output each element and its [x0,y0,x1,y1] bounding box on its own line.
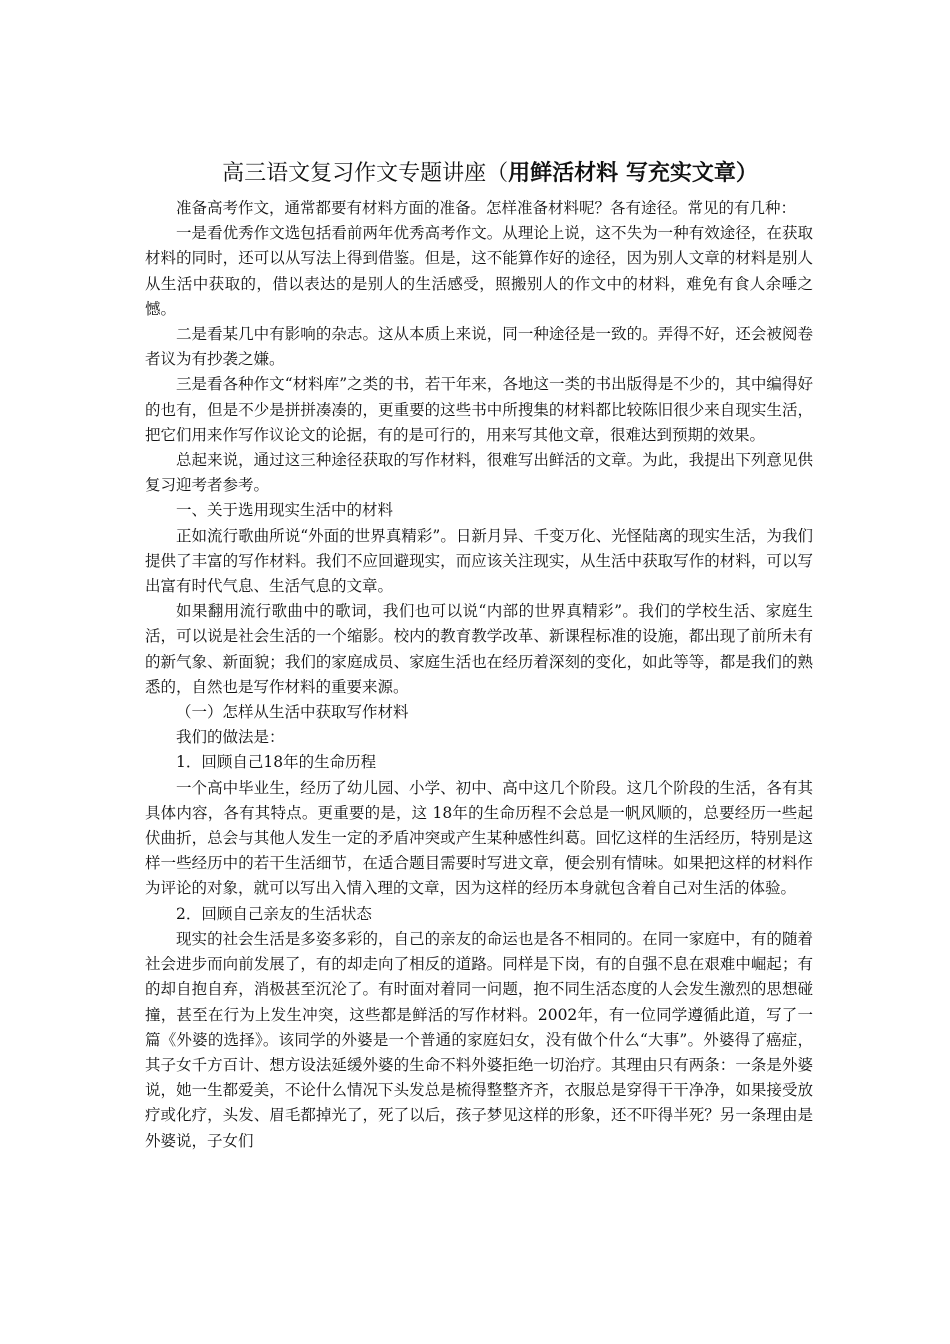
paragraph: （一）怎样从生活中获取写作材料 [176,703,409,722]
paragraph: 正如流行歌曲所说“外面的世界真精彩”。日新月异、千变万化、光怪陆离的现实生活，为我们提供了丰富的写作材料。我们不应回避现实，而应该关注现实，从生活中获取写作的材料，可以写出富有时代气息、生活气息的文章。 [145,526,813,596]
paragraph: 三是看各种作文“材料库”之类的书，若干年来，各地这一类的书出版得是不少的，其中编得好的也有，但是不少是拼拼凑凑的，更重要的这些书中所搜集的材料都比较陈旧很少来自现实生活，把它们用来作写作议论文的论据，有的是可行的，用来写其他文章，很难达到预期的效果。 [145,375,813,444]
document-title [145,155,813,192]
document-body [145,196,813,1154]
paragraph: 一、关于选用现实生活中的材料 [176,501,394,520]
document-page [145,155,813,1154]
paragraph: 准备高考作文，通常都要有材料方面的准备。怎样准备材料呢？各有途径。常见的有几种： [176,199,797,217]
paragraph: 2．回顾自己亲友的生活状态 [176,904,372,923]
paragraph: 二是看某几中有影响的杂志。这从本质上来说，同一种途径是一致的。弄得不好，还会被阅卷者议为有抄袭之嫌。 [145,325,813,369]
paragraph: 现实的社会生活是多姿多彩的，自己的亲友的命运也是各不相同的。在同一家庭中，有的随着社会进步而向前发展了，有的却走向了相反的道路。同样是下岗，有的自强不息在艰难中崛起；有的却自抱自弃，消极甚至沉沦了。有时面对着同一问题，抱不同生活态度的人会发生激烈的思想碰撞，甚至在行为上发生冲突，这些都是鲜活的写作材料。2002年，有一位同学遵循此道，写了一篇《外婆的选择》。该同学的外婆是一个普通的家庭妇女，没有做个什么“大事”。外婆得了癌症，其子女千方百计、想方设法延缓外婆的生命不料外婆拒绝一切治疗。其理由只有两条：一条是外婆说，她一生都爱美，不论什么情况下头发总是梳得整整齐齐，衣服总是穿得干干净净，如果接受放疗或化疗，头发、眉毛都掉光了，死了以后，孩子梦见这样的形象，还不吓得半死？另一条理由是外婆说，子女们 [145,929,813,1150]
paragraph: 一个高中毕业生，经历了幼儿园、小学、初中、高中这几个阶段。这几个阶段的生活，各有其具体内容，各有其特点。更重要的是，这 18年的生命历程不会总是一帆风顺的，总要经历一些起伏曲折，总会与其他人发生一定的矛盾冲突或产生某种感性纠葛。回忆这样的生活经历，特别是这样一些经历中的若干生活细节，在适合题目需要时写进文章，便会别有情味。如果把这样的材料作为评论的对象，就可以写出入情入理的文章，因为这样的经历本身就包含着自己对生活的体验。 [145,778,813,898]
paragraph: 1．回顾自己18年的生命历程 [176,753,377,772]
paragraph: 如果翻用流行歌曲中的歌词，我们也可以说“内部的世界真精彩”。我们的学校生活、家庭生活，可以说是社会生活的一个缩影。校内的教育教学改革、新课程标准的设施，都出现了前所未有的新气象、新面貌；我们的家庭成员、家庭生活也在经历着深刻的变化，如此等等，都是我们的熟悉的，自然也是写作材料的重要来源。 [145,602,813,696]
paragraph: 一是看优秀作文选包括看前两年优秀高考作文。从理论上说，这不失为一种有效途径，在获取材料的同时，还可以从写法上得到借鉴。但是，这不能算作好的途径，因为别人文章的材料是别人从生活中获取的，借以表达的是别人的生活感受，照搬别人的作文中的材料，难免有食人余唾之憾。 [145,224,813,318]
title-bold: 用鲜活材料 写充实文章） [508,160,758,186]
paragraph: 总起来说，通过这三种途径获取的写作材料，很难写出鲜活的文章。为此，我提出下列意见供复习迎考者参考。 [145,451,813,495]
paragraph: 我们的做法是： [176,728,285,747]
title-regular: 高三语文复习作文专题讲座（ [222,161,509,186]
